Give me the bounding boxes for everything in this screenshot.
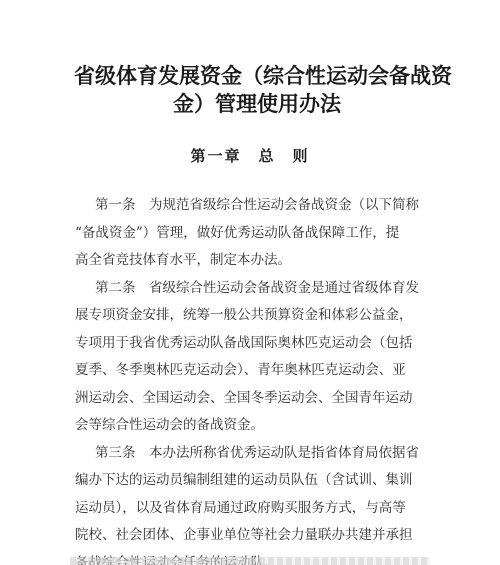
document-title-line-1: 省级体育发展资金（综合性运动会备战资 xyxy=(74,63,452,88)
paragraph-line: 洲运动会、全国运动会、全国冬季运动会、全国青年运动 xyxy=(75,389,413,406)
paragraph-line: “备战资金”）管理，做好优秀运动队备战保障工作，提 xyxy=(75,224,400,241)
document-title-line-2: 金）管理使用办法 xyxy=(173,91,341,116)
document-title xyxy=(74,62,452,118)
document-body xyxy=(75,192,425,565)
paragraph-line: 专项用于我省优秀运动队备战国际奥林匹克运动会（包括 xyxy=(75,334,413,351)
paragraph-line: 第二条 省级综合性运动会备战资金是通过省级体育发 xyxy=(95,279,419,296)
cut-off-next-line xyxy=(70,557,430,565)
article-1-paragraph xyxy=(75,192,425,275)
paragraph-line: 展专项资金安排，统筹一般公共预算资金和体彩公益金， xyxy=(75,307,413,323)
paragraph-line: 会等综合性运动会的备战资金。 xyxy=(75,417,264,433)
paragraph-line: 院校、社会团体、企事业单位等社会力量联办共建并承担 xyxy=(75,527,413,543)
paragraph-line: 编办下达的运动员编制组建的运动员队伍（含试训、集训 xyxy=(75,472,413,488)
paragraph-line: 高全省竞技体育水平，制定本办法。 xyxy=(75,252,291,268)
paragraph-line: 夏季、冬季奥林匹克运动会）、青年奥林匹克运动会、亚 xyxy=(75,362,406,378)
article-2-paragraph xyxy=(75,275,425,440)
paragraph-line: 第三条 本办法所称省优秀运动队是指省体育局依据省 xyxy=(95,444,419,461)
paragraph-line: 运动员），以及省体育局通过政府购买服务方式，与高等 xyxy=(75,499,406,516)
chapter-heading: 第一章 总 则 xyxy=(190,147,310,165)
article-3-paragraph xyxy=(75,440,425,565)
paragraph-line: 第一条 为规范省级综合性运动会备战资金（以下简称 xyxy=(95,197,419,213)
